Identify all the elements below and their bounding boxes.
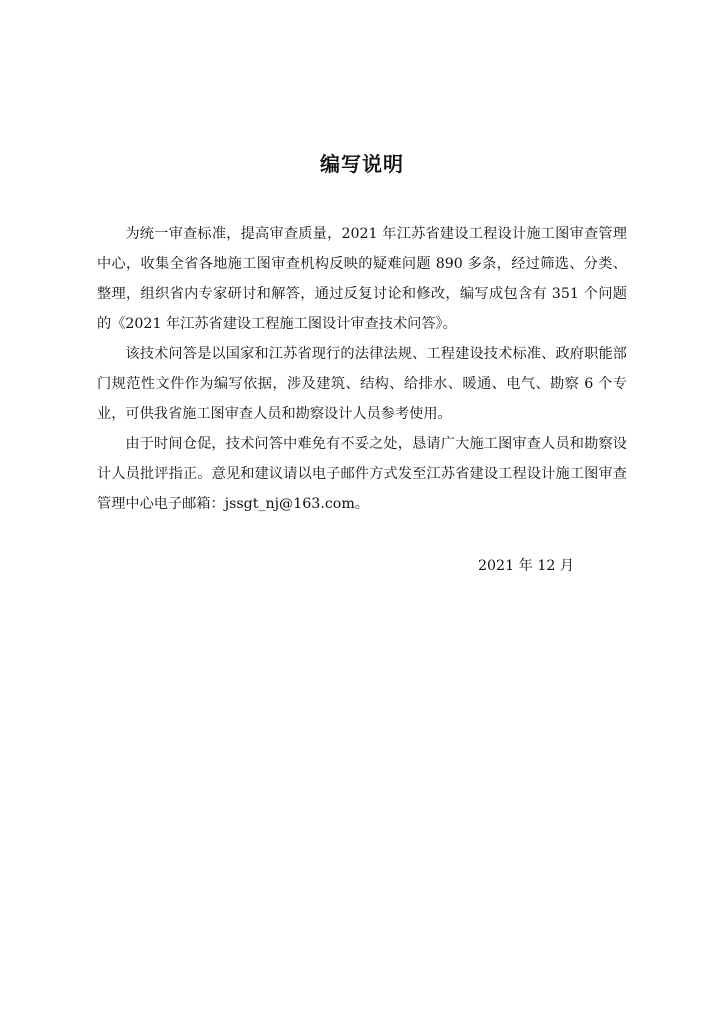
document-date: 2021 年 12 月 <box>478 558 575 574</box>
document-body <box>97 219 627 519</box>
paragraph-feedback: 由于时间仓促，技术问答中难免有不妥之处，恳请广大施工图审查人员和勘察设计人员批评指正。意见和建议请以电子邮件方式发至江苏省建设工程设计施工图审查管理中心电子邮箱：jssgt_nj@163.com。 <box>97 436 627 512</box>
paragraph-basis: 该技术问答是以国家和江苏省现行的法律法规、工程建设技术标准、政府职能部门规范性文件作为编写依据，涉及建筑、结构、给排水、暖通、电气、勘察 6 个专业，可供我省施工图审查人员和勘察设计人员参考使用。 <box>97 346 627 422</box>
page-title: 编写说明 <box>320 152 404 176</box>
paragraph-purpose: 为统一审查标准，提高审查质量，2021 年江苏省建设工程设计施工图审查管理中心，收集全省各地施工图审查机构反映的疑难问题 890 多条，经过筛选、分类、整理，组织省内专家研讨和解答，通过反复讨论和修改，编写成包含有 351 个问题的《2021 年江苏省建设工程施工图设计审查技术问答》。 <box>97 226 627 332</box>
